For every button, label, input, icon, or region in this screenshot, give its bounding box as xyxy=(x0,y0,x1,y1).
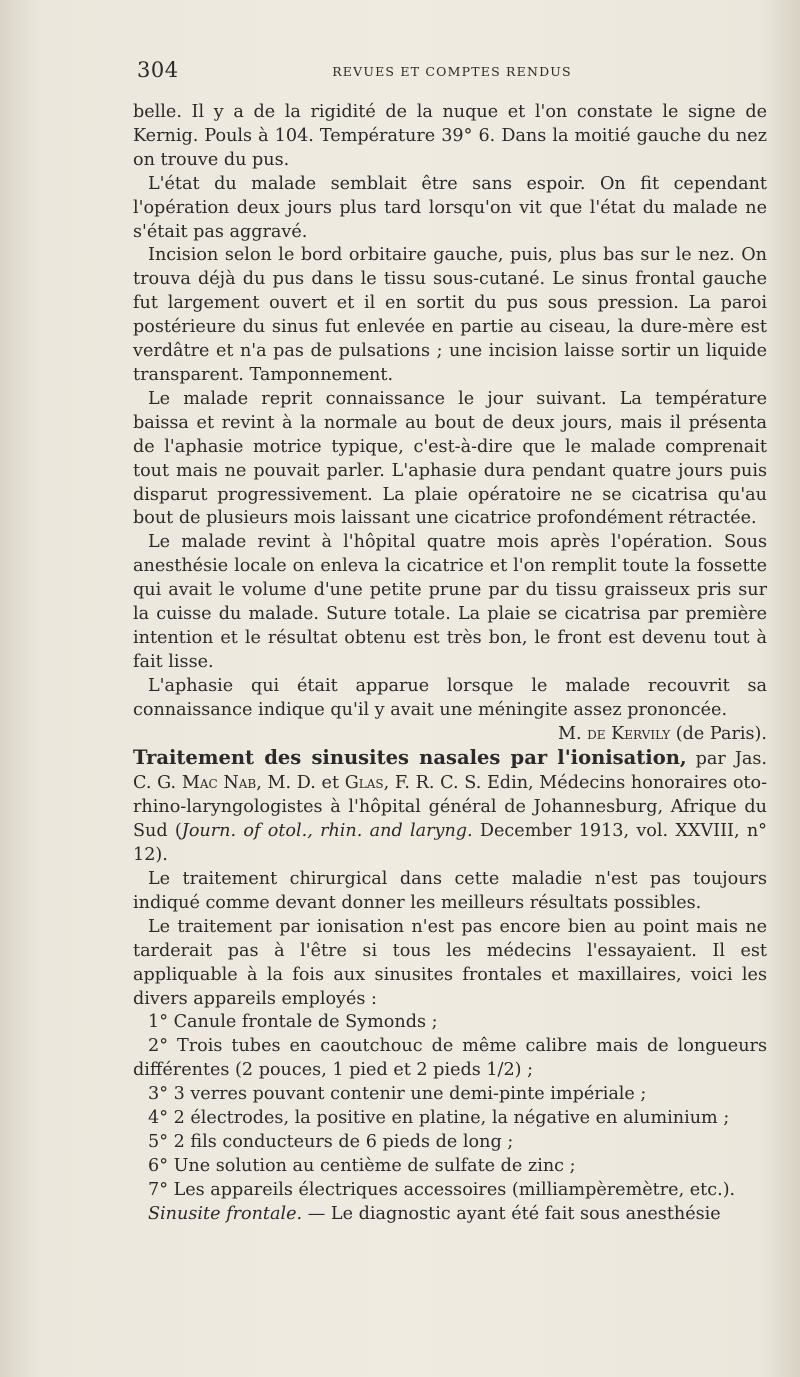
signature-place: (de Paris). xyxy=(675,723,767,744)
page-number: 304 xyxy=(137,58,179,82)
article-title: Traitement des sinusites nasales par l'ionisation, xyxy=(133,746,687,770)
paragraph: belle. Il y a de la rigidité de la nuque et l'on constate le signe de Kernig. Pouls à 104. Température 39° 6. Dans la moitié gauche du nez on trouve du pus. xyxy=(133,102,767,170)
article-heading xyxy=(133,746,767,868)
list-item: 3° 3 verres pouvant contenir une demi-pinte impériale ; xyxy=(148,1084,647,1105)
section-lead: Sinusite frontale. xyxy=(148,1203,303,1224)
paragraph: Le traitement chirurgical dans cette maladie n'est pas toujours indiqué comme devant donner les meilleurs résultats possibles. xyxy=(133,869,767,913)
affiliation: , F. R. C. S. Edin, Médecins honoraires oto-rhino-laryngologistes à l'hôpital général de Johannesburg, Afrique du Sud ( xyxy=(133,773,768,842)
running-head: REVUES ET COMPTES RENDUS xyxy=(332,64,572,79)
list-item: 6° Une solution au centième de sulfate de zinc ; xyxy=(148,1155,576,1176)
page-header xyxy=(137,58,767,84)
body-text xyxy=(133,101,767,1227)
paragraph: Le malade reprit connaissance le jour suivant. La température baissa et revint à la normale au bout de deux jours, mais il présenta de l'aphasie motrice typique, c'est-à-dire que le malade comprenait tout mais ne pouvait parler. L'aphasie dura pendant quatre jours puis disparut progressivement. La plaie opératoire ne se cicatrisa qu'au bout de plusieurs mois laissant une cicatrice profondément rétractée. xyxy=(133,388,767,529)
final-paragraph xyxy=(133,1203,767,1227)
paragraph: L'aphasie qui était apparue lorsque le malade recouvrit sa connaissance indique qu'il y avait une méningite assez prononcée. xyxy=(133,675,767,720)
paragraph: Le traitement par ionisation n'est pas encore bien au point mais ne tarderait pas à l'être si tous les médecins l'essayaient. Il est appliquable à la fois aux sinusites frontales et maxillaires, voici les divers appareils employés : xyxy=(133,916,767,1009)
signature-particle: de xyxy=(587,723,606,744)
author2-name: Glas xyxy=(344,773,384,794)
signature-prefix: M. xyxy=(557,723,582,744)
list-item: 4° 2 électrodes, la positive en platine, la négative en aluminium ; xyxy=(148,1108,730,1129)
list-item: 7° Les appareils électriques accessoires (milliampèremètre, etc.). xyxy=(148,1179,736,1200)
paragraph: Le malade revint à l'hôpital quatre mois après l'opération. Sous anesthésie locale on enleva la cicatrice et l'on remplit toute la fossette qui avait le volume d'une petite prune par du tissu graisseux pris sur la cuisse du malade. Suture totale. La plaie se cicatrisa par première intention et le résultat obtenu est très bon, le front est devenu tout à fait lisse. xyxy=(133,532,767,672)
author1-degree: , M. D. et xyxy=(256,773,340,794)
signature-name: Kervily xyxy=(611,723,671,744)
author1-initials: Jas. C. G. xyxy=(133,749,768,794)
list-item: 2° Trois tubes en caoutchouc de même calibre mais de longueurs différentes (2 pouces, 1 pied et 2 pieds 1/2) ; xyxy=(133,1036,767,1081)
list-item: 5° 2 fils conducteurs de 6 pieds de long ; xyxy=(148,1131,514,1152)
citation: December 1913, vol. XXVIII, n° 12). xyxy=(133,821,767,866)
final-text: — Le diagnostic ayant été fait sous anesthésie xyxy=(302,1203,721,1224)
journal-title: Journ. of otol., rhin. and laryng. xyxy=(181,821,473,842)
list-item: 1° Canule frontale de Symonds ; xyxy=(148,1012,438,1033)
paragraph: L'état du malade semblait être sans espoir. On fit cependant l'opération deux jours plus tard lorsqu'on vit que l'état du malade ne s'était pas aggravé. xyxy=(133,173,767,242)
article-by: par xyxy=(695,749,726,770)
author1-name: Mac Nab xyxy=(181,773,257,794)
paragraph: Incision selon le bord orbitaire gauche, puis, plus bas sur le nez. On trouva déjà du pus dans le tissu sous-cutané. Le sinus frontal gauche fut largement ouvert et il en sortit du pus sous pression. La paroi postérieure du sinus fut enlevée en partie au ciseau, la dure-mère est verdâtre et n'a pas de pulsations ; une incision laisse sortir un liquide transparent. Tamponnement. xyxy=(133,245,767,385)
author-signature xyxy=(133,723,767,747)
